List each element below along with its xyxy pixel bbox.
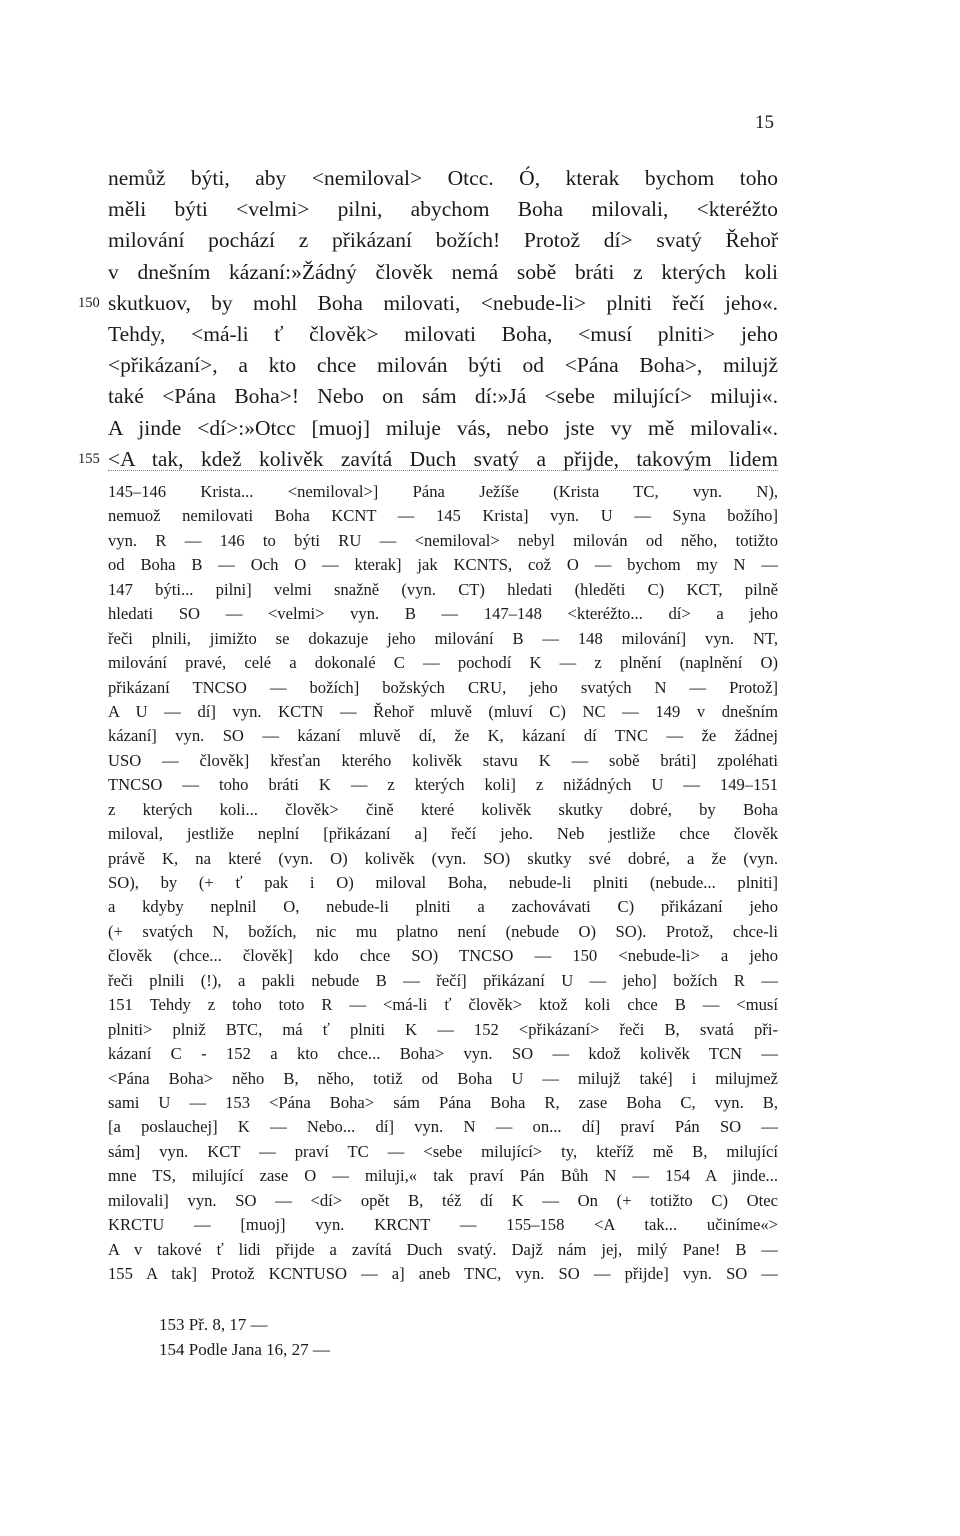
page-number: 15 [755,112,774,133]
apparatus-line: <Pána Boha> něho B, něho, totiž od Boha U — milujž také] i milujmež [108,1068,778,1088]
apparatus-line: od Boha B — Och O — kterak] jak KCNTS, což O — bychom my N — [108,555,778,575]
apparatus-line: z kterých koli... člověk> čině které kolivěk skutky dobré, by Boha [108,799,778,819]
apparatus-line: TNCSO — toho bráti K — z kterých koli] z nižádných U — 149–151 [108,775,778,795]
apparatus-line: A v takové ť lidi přijde a zavítá Duch svatý. Dajž nám jej, milý Pane! B — [108,1239,778,1259]
text-line: <přikázaní>, a kto chce milován býti od <Pána Boha>, milujž [108,353,778,378]
apparatus-line: vyn. R — 146 to býti RU — <nemiloval> nebyl milován od něho, totižto [108,530,778,550]
apparatus-line: přikázaní TNCSO — božích] božských CRU, jeho svatých N — Protož] [108,677,778,697]
line-number: 155 [78,450,100,467]
critical-apparatus [108,480,778,1286]
apparatus-line: právě K, na které (vyn. O) kolivěk (vyn. SO) skutky své dobré, a že (vyn. [108,848,778,868]
apparatus-line: [a poslauchej] K — Nebo... dí] vyn. N — on... dí] praví Pán SO — [108,1117,778,1137]
text-line: milování pochází z přikázaní božích! Protož dí> svatý Řehoř [108,228,778,253]
apparatus-line: hledati SO — <velmi> vyn. B — 147–148 <kteréžto... dí> a jeho [108,604,778,624]
text-line: také <Pána Boha>! Nebo on sám dí:»Já <sebe milující> miluji«. [108,384,778,409]
apparatus-line: USO — člověk] křesťan kterého kolivěk stavu K — sobě bráti] zpoléhati [108,750,778,770]
apparatus-line: kázaní C - 152 a kto chce... Boha> vyn. SO — kdož kolivěk TCN — [108,1044,778,1064]
apparatus-line: KRCTU — [muoj] vyn. KRCNT — 155–158 <A tak... učiníme«> [108,1215,778,1235]
apparatus-line: 151 Tehdy z toho toto R — <má-li ť člověk> ktož koli chce B — <musí [108,995,778,1015]
apparatus-line: kázaní] vyn. SO — kázaní mluvě dí, že K, kázaní dí TNC — že žádnej [108,726,778,746]
text-line: A jinde <dí>:»Otcc [muoj] miluje vás, nebo jste vy mě milovali«. [108,415,778,440]
apparatus-line: milování pravé, celé a dokonalé C — pochodí K — z plnění (naplnění O) [108,653,778,673]
apparatus-line: řeči plnili (!), a pakli nebude B — řečí] přikázaní U — jeho] božích R — [108,970,778,990]
line-number: 150 [78,294,100,311]
apparatus-divider [108,470,778,471]
reference-line: 154 Podle Jana 16, 27 — [159,1340,330,1359]
text-line: nemůž býti, aby <nemiloval> Otcc. Ó, kterak bychom toho [108,166,778,190]
reference-line: 153 Př. 8, 17 — [159,1315,268,1334]
apparatus-line: SO), by (+ ť pak i O) miloval Boha, nebude-li plniti (nebude... plniti] [108,873,778,892]
apparatus-line: 147 býti... pilni] velmi snažně (vyn. CT) hledati (hleděti C) KCT, pilně [108,579,778,599]
apparatus-line: 155 A tak] Protož KCNTUSO — a] aneb TNC, vyn. SO — přijde] vyn. SO — [108,1264,778,1283]
main-text [78,163,778,475]
apparatus-line: člověk (chce... člověk] kdo chce SO) TNCSO — 150 <nebude-li> a jeho [108,946,778,966]
apparatus-line: 145–146 Krista... <nemiloval>] Pána Ježíše (Krista TC, vyn. N), [108,482,778,501]
biblical-references [159,1312,330,1362]
text-line: měli býti <velmi> pilni, abychom Boha milovali, <kteréžto [108,197,778,222]
apparatus-line: milovali] vyn. SO — <dí> opět B, též dí K — On (+ totižto C) Otec [108,1190,778,1210]
apparatus-line: plniti> plniž BTC, má ť plniti K — 152 <přikázaní> řeči B, svatá při- [108,1019,778,1039]
apparatus-line: sám] vyn. KCT — praví TC — <sebe milující> ty, kteříž mě B, milující [108,1141,778,1161]
text-line: 155 <A tak, kdež kolivěk zavítá Duch svatý a přijde, takovým lidem [108,444,778,475]
apparatus-line: miloval, jestliže neplní [přikázaní a] řečí jeho. Neb jestliže chce člověk [108,824,778,844]
apparatus-line: nemuož nemilovati Boha KCNT — 145 Krista] vyn. U — Syna božího] [108,506,778,526]
text-line: v dnešním kázaní:»Žádný člověk nemá sobě bráti z kterých koli [108,259,778,284]
apparatus-line: (+ svatých N, božích, nic mu platno není (nebude O) SO). Protož, chce-li [108,921,778,941]
apparatus-line: a kdyby neplnil O, nebude-li plniti a zachovávati C) přikázaní jeho [108,897,778,917]
apparatus-line: A U — dí] vyn. KCTN — Řehoř mluvě (mluví C) NC — 149 v dnešním [108,701,778,721]
text-line: 150 skutkuov, by mohl Boha milovati, <nebude-li> plniti řečí jeho«. [108,288,778,319]
apparatus-line: sami U — 153 <Pána Boha> sám Pána Boha R, zase Boha C, vyn. B, [108,1092,778,1112]
apparatus-line: mne TS, milující zase O — miluji,« tak praví Pán Bůh N — 154 A jinde... [108,1166,778,1186]
text-line: Tehdy, <má-li ť člověk> milovati Boha, <musí plniti> jeho [108,321,778,346]
apparatus-line: řeči plnili, jimižto se dokazuje jeho milování B — 148 milování] vyn. NT, [108,628,778,648]
